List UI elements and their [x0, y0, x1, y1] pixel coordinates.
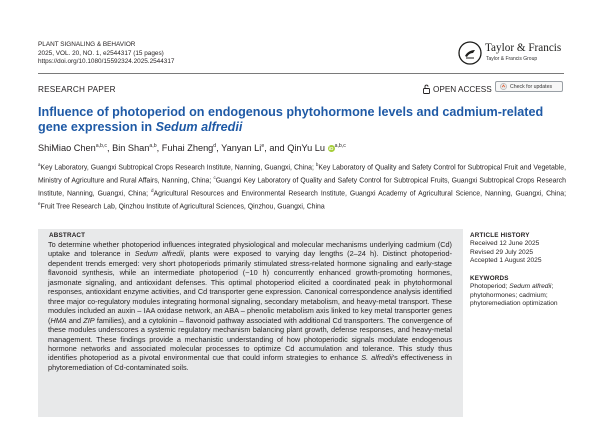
open-access-label: OPEN ACCESS — [433, 84, 492, 94]
abstract-heading: ABSTRACT — [49, 232, 86, 239]
history-received: Received 12 June 2025 — [470, 240, 540, 248]
keywords-list: Photoperiod; Sedum alfredii; phytohormones; cadmium; phytoremediation optimization — [470, 283, 558, 307]
article-type: RESEARCH PAPER — [38, 85, 116, 94]
article-title — [38, 105, 568, 134]
keywords — [470, 275, 562, 308]
check-updates-button[interactable] — [495, 81, 563, 92]
doi-link[interactable]: https://doi.org/10.1080/15592324.2025.2544317 — [38, 58, 175, 66]
journal-name: PLANT SIGNALING & BEHAVIOR — [38, 41, 136, 48]
publisher-logo[interactable] — [458, 40, 564, 68]
open-access-badge — [423, 84, 492, 94]
author[interactable]: Bin Shan$^{a,b}$ — [112, 143, 157, 154]
abstract-text: To determine whether photoperiod influences integrated physiological and molecular mechanisms underlying cadmium (Cd) uptake and tolerance in Sedum alfredii, plants were exposed to varying day lengths (2–24 h). Distinct photoperiod-dependent trends emerged: very short photoperiods primarily stimulated stress-related hormone signaling and early-stage flavonoid synthesis, while an intermediate photoperiod (~10 h) concurrently enhanced growth-promoting hormones, jasmonate signaling, and antioxidant defenses. This optimal photoperiod elicited a coordinated peak in phytohormonal responses, antioxidant enzyme activities, and Cd transporter gene expression. Canonical correspondence analysis identified three major co-regulatory modules integrating hormonal signaling, secondary metabolism, and heavy-metal transport. These modules included an auxin – IAA oxidase network, an ABA – phenolic metabolism axis linked to key metal transporter genes (HMA and ZIP families), and a cytokinin – flavonoid pathway associated with additional Cd transporters. The convergence of these modules underscores a systemic regulatory mechanism balancing plant growth, defense responses, and heavy-metal management. These findings provide a mechanistic understanding of how photoperiodic signals modulate endogenous hormone networks and associated molecular processes to optimize Cd accumulation and tolerance. This study thus identifies photoperiod as a pivotal environmental cue that could inform strategies to enhance S. alfredii's effectiveness in phytoremediation of Cd-contaminated soils. — [48, 240, 453, 372]
history-revised: Revised 29 July 2025 — [470, 248, 534, 256]
title-main: Influence of photoperiod on endogenous phytohormone levels and cadmium-related gene expression in — [38, 105, 544, 134]
article-history — [470, 232, 542, 265]
orcid-icon[interactable]: iD — [328, 146, 334, 152]
publisher-emblem-icon — [458, 41, 482, 65]
publisher-name: Taylor & Francis — [485, 42, 562, 54]
author[interactable]: Fuhai Zheng$^d$ — [161, 143, 217, 154]
open-lock-icon — [423, 84, 430, 94]
publisher-group: Taylor & Francis Group — [486, 56, 538, 62]
author[interactable]: Yanyan Li$^e$ — [221, 143, 265, 154]
affiliations: $^a$Key Laboratory, Guangxi Subtropical Crops Research Institute, Nanning, Guangxi, China; $^b$Key Laboratory of Quality and Safety Control for Subtropical Fruit and Vegetable, Ministry of Agriculture and Rural Affairs, Nanning, China; $^c$Guangxi Key Laboratory of Quality and Safety Control for Subtropical Fruits, Guangxi Subtropical Crops Research Institute, Nanning, Guangxi, China; $^d$Agricultural Resources and Environmental Research Institute, Guangxi Academy of Agricultural Science, Nanning, Guangxi, China; $^e$Fruit Tree Research Lab, Qinzhou Institute of Agricultural Sciences, Qinzhou, Guangxi, China — [38, 162, 566, 210]
title-species: Sedum alfredii — [155, 119, 243, 134]
journal-info — [38, 41, 174, 67]
history-heading: ARTICLE HISTORY — [470, 232, 530, 239]
journal-citation: 2025, VOL. 20, NO. 1, e2544317 (15 pages) — [38, 49, 164, 57]
header-divider — [38, 73, 564, 74]
author-list: ShiMiao Chen$^{a,b,c}$, Bin Shan$^{a,b}$, Fuhai Zheng$^d$, Yanyan Li$^e$, and QinYu Lu iD$^{a,b,c}$ — [38, 143, 346, 154]
history-accepted: Accepted 1 August 2025 — [470, 256, 542, 264]
check-updates-label: Check for updates — [510, 83, 553, 90]
author[interactable]: ShiMiao Chen$^{a,b,c}$ — [38, 143, 107, 154]
author[interactable]: QinYu Lu — [287, 143, 326, 154]
keywords-heading: KEYWORDS — [470, 275, 509, 282]
check-updates-icon — [500, 83, 507, 90]
